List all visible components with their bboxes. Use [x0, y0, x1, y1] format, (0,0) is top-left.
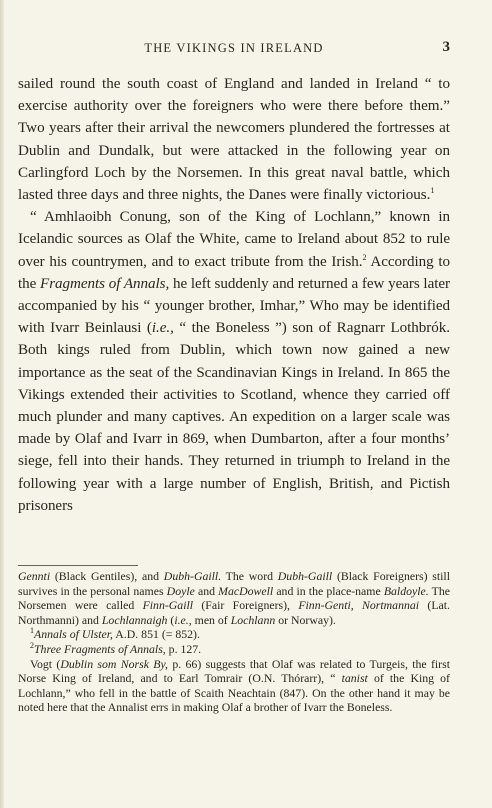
- fn-italic: Annals of Ulster,: [34, 627, 113, 642]
- p2-text-b: According to the: [18, 253, 451, 292]
- fn-italic: Dublin som Norsk By,: [60, 656, 169, 671]
- p2-italic-fragments: Fragments of Annals,: [40, 275, 170, 292]
- fn-text: A.D. 851 (= 852).: [112, 627, 200, 642]
- fn-italic: Finn-Genti, Nortmannai: [298, 598, 420, 613]
- fn-text: men of: [191, 612, 231, 627]
- footnote-continuation: [18, 569, 450, 627]
- fn-italic: Finn-Gaill: [142, 598, 194, 613]
- fn-text: and: [194, 583, 219, 598]
- p1-text: sailed round the south coast of England and landed in Ireland “ to exercise authority over the foreigners who were there before them.” Two years after their arrival the newcomers plundered the fortresses at Dublin and Dundalk, but were attacked in the following year on Carlingford Loch by the Norsemen. In this great naval battle, which lasted three days and three nights, the Danes were finally victorious.: [18, 76, 450, 204]
- fn-italic: Dubh-Gaill: [277, 569, 333, 583]
- fn-text: (Black Gentiles), and: [50, 569, 164, 583]
- p2-text-d: “ the Boneless ”) son of Ragnarr Lothbrók. Both kings ruled from Dublin, which town now gained a new importance as the seat of the Scandinavian Kings in Ireland. In 865 the Vikings extended their activities to Scotland, whence they carried off much plunder and many captives. An expedition on a larger scale was made by Olaf and Ivarr in 869, when Dumbarton, after a four months’ siege, fell into their hands. They returned in triumph to Ireland in the following year with a large number of English, British, and Pictish prisoners: [18, 320, 450, 514]
- fn-italic: Dubh-Gaill.: [163, 569, 222, 583]
- running-title: THE VIKINGS IN IRELAND: [144, 41, 324, 55]
- p2-text-a: “ Amhlaoibh Conung, son of the King of Lochlann,” known in Icelandic sources as Olaf the White, came to Ireland about 852 to rule over his countrymen, and to exact tribute from the Irish.: [18, 209, 450, 270]
- footnote-1-mark: 1: [30, 626, 34, 636]
- page-edge: [0, 0, 4, 808]
- fn-text: p. 127.: [165, 641, 202, 656]
- p2-text-c: he left suddenly and returned a few years later accompanied by his “ younger brother, Imhar,” Who may be identified with Ivarr Beinlausi (: [18, 275, 450, 337]
- fn-italic: MacDowell: [218, 583, 274, 598]
- fn-italic: tanist: [341, 671, 368, 686]
- fn-text: p. 66) suggests that Olaf was related to Turgeis, the first Norse King of Ireland, and to Earl Tomrair (O.N. Thórarr), “: [18, 656, 450, 686]
- fn-italic: Baldoyle.: [383, 583, 429, 598]
- fn-text: (Black Foreigners) still survives in the personal names: [18, 569, 450, 598]
- paragraph-1: [18, 73, 450, 206]
- footnote-2: [18, 642, 450, 657]
- page-number: 3: [442, 39, 450, 55]
- fn-text: Vogt (: [30, 656, 61, 671]
- fn-italic: Lochlannaigh: [101, 612, 168, 627]
- footnote-vogt: [18, 657, 450, 715]
- footnotes: [18, 569, 450, 715]
- fn-italic: Lochlann: [230, 612, 276, 627]
- fn-text: (Fair Foreigners),: [193, 598, 299, 613]
- fn-text: or Norway).: [275, 612, 336, 627]
- fn-text: (: [167, 612, 175, 627]
- fn-italic: i.e.,: [174, 612, 192, 627]
- footnote-2-mark: 2: [30, 641, 34, 651]
- footnote-1: [18, 627, 450, 642]
- fn-text: The Norsemen were called: [18, 583, 450, 613]
- fn-italic: Gennti: [18, 569, 51, 583]
- fn-text: and in the place-name: [273, 583, 384, 598]
- footnote-rule: [18, 565, 138, 566]
- running-head: [18, 39, 450, 59]
- fn-text: of the King of Lochlann,” who fell in the battle of Scaith Neachtain (847). On the other hand it may be noted here that the Annalist errs in making Olaf a brother of Ivarr the Boneless.: [18, 671, 450, 715]
- body-text: [18, 73, 450, 517]
- footnote-ref-2: 2: [362, 252, 367, 262]
- fn-text: The word: [221, 569, 278, 583]
- footnote-ref-1: 1: [430, 185, 435, 195]
- fn-italic: Doyle: [166, 583, 195, 598]
- paragraph-2: [18, 206, 450, 517]
- p2-italic-ie: i.e.,: [151, 320, 174, 337]
- fn-italic: Three Fragments of Annals,: [34, 641, 166, 656]
- fn-text: (Lat. Northmanni) and: [18, 598, 450, 627]
